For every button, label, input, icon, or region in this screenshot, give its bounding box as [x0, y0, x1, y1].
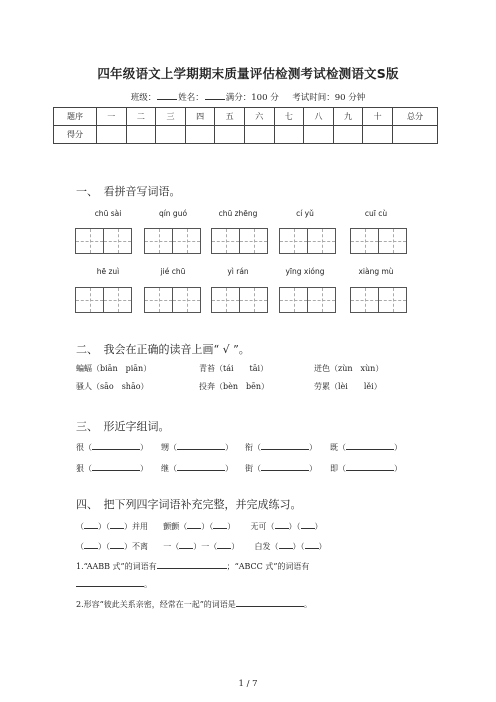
close-paren: ） — [140, 443, 148, 452]
word-char: 既（ — [330, 443, 346, 452]
word-item — [245, 441, 317, 453]
question-text: ；“ABCC 式”的词语有 — [226, 562, 310, 571]
name-label: 姓名： — [178, 93, 204, 103]
idiom-text: 无可（ — [250, 522, 275, 531]
score-header-cell: 一 — [97, 108, 127, 126]
idiom-row — [76, 540, 327, 552]
close-paren: ） — [394, 464, 402, 473]
question-text: 1.“AABB 式”的词语有 — [76, 562, 157, 571]
answer-blank[interactable] — [213, 520, 227, 529]
score-row — [54, 126, 438, 144]
page-title: 四年级语文上学期期末质量评估检测考试检测语文S版 — [97, 66, 399, 81]
full-score: 满分：100 分 — [225, 93, 279, 103]
answer-blank[interactable] — [177, 441, 225, 450]
score-header-cell: 题序 — [54, 108, 97, 126]
page-number: 1 / 7 — [238, 679, 258, 689]
score-cell[interactable] — [156, 126, 186, 144]
answer-blank[interactable] — [84, 540, 98, 549]
word-char: 狠（ — [76, 464, 92, 473]
answer-blank[interactable] — [301, 520, 315, 529]
section1-heading: 一、 看拼音写词语。 — [76, 185, 181, 198]
score-cell[interactable] — [393, 126, 438, 144]
paren: ） — [318, 542, 327, 551]
score-cell[interactable] — [333, 126, 363, 144]
score-header-cell: 六 — [244, 108, 274, 126]
reading-item[interactable]: 投奔（bèn bēn） — [199, 382, 270, 391]
writing-grid[interactable] — [144, 228, 201, 254]
paren: ） — [231, 542, 240, 551]
word-char: 街（ — [245, 464, 261, 473]
reading-item[interactable]: 骚人（sāo shāo） — [76, 382, 149, 391]
paren: ）（ — [98, 542, 110, 551]
score-cell[interactable] — [304, 126, 334, 144]
score-header-cell: 二 — [126, 108, 156, 126]
class-blank[interactable] — [157, 90, 177, 100]
close-paren: ） — [394, 443, 402, 452]
name-blank[interactable] — [205, 90, 225, 100]
question-1 — [76, 560, 309, 572]
pinyin-label: yì rán — [227, 267, 249, 276]
answer-blank[interactable] — [346, 441, 394, 450]
question-text: 。 — [144, 580, 152, 589]
question-text: 。 — [303, 600, 312, 609]
score-cell[interactable] — [215, 126, 245, 144]
question-1-cont — [76, 578, 152, 590]
paren: ） — [227, 522, 236, 531]
idiom-text: ）不离 — [124, 542, 148, 551]
answer-blank[interactable] — [261, 462, 309, 471]
pinyin-label: hē zuì — [96, 267, 120, 276]
answer-blank[interactable] — [157, 560, 227, 569]
answer-blank[interactable] — [261, 441, 309, 450]
idiom-text: 白发（ — [254, 542, 279, 551]
score-header-cell: 总分 — [393, 108, 438, 126]
answer-blank[interactable] — [110, 540, 124, 549]
section4-heading: 四、 把下列四字词语补充完整，并完成练习。 — [76, 498, 302, 511]
word-item — [76, 441, 148, 453]
close-paren: ） — [309, 443, 317, 452]
answer-blank[interactable] — [92, 462, 140, 471]
answer-blank[interactable] — [76, 578, 144, 587]
reading-item[interactable]: 迸色（zùn xùn） — [314, 364, 384, 373]
answer-blank[interactable] — [279, 540, 293, 549]
word-item — [330, 441, 402, 453]
word-char: 即（ — [330, 464, 346, 473]
answer-blank[interactable] — [236, 598, 304, 607]
word-item — [161, 462, 233, 474]
score-header-cell: 七 — [274, 108, 304, 126]
paren: ）（ — [98, 522, 110, 531]
close-paren: ） — [309, 464, 317, 473]
idiom-text: ）一（ — [193, 542, 218, 551]
word-item — [161, 441, 233, 453]
idiom-row — [76, 520, 323, 532]
score-row-label: 得分 — [54, 126, 97, 144]
writing-grid[interactable] — [75, 228, 132, 254]
exam-info — [0, 90, 496, 103]
score-cell[interactable] — [185, 126, 215, 144]
answer-blank[interactable] — [179, 540, 193, 549]
answer-blank[interactable] — [346, 462, 394, 471]
answer-blank[interactable] — [84, 520, 98, 529]
close-paren: ） — [140, 464, 148, 473]
paren: ）（ — [288, 522, 301, 531]
writing-grid[interactable] — [211, 228, 268, 254]
pinyin-label: jié chū — [160, 267, 186, 276]
pinyin-label: cí yǔ — [296, 209, 314, 218]
word-char: 衔（ — [245, 443, 261, 452]
writing-grid[interactable] — [279, 228, 336, 254]
exam-time: 考试时间：90 分钟 — [292, 93, 366, 103]
writing-grid[interactable] — [75, 287, 132, 313]
score-header-cell: 三 — [156, 108, 186, 126]
close-paren: ） — [225, 443, 233, 452]
paren: ） — [314, 522, 323, 531]
pinyin-label: chū sài — [94, 209, 122, 218]
pinyin-label: qín guó — [158, 209, 188, 218]
idiom-text: 颤颤（ — [163, 522, 188, 531]
pinyin-label: yīng xióng — [285, 267, 325, 276]
pinyin-label: xiàng mù — [358, 267, 394, 276]
question-2 — [76, 598, 312, 610]
reading-item[interactable]: 劳累（lèi lěi） — [314, 382, 382, 391]
score-cell[interactable] — [97, 126, 127, 144]
score-cell[interactable] — [363, 126, 393, 144]
class-label: 班级： — [130, 93, 157, 103]
paren: （ — [76, 522, 84, 531]
paren: ）（ — [201, 522, 214, 531]
paren: ）（ — [292, 542, 305, 551]
score-cell[interactable] — [126, 126, 156, 144]
answer-blank[interactable] — [110, 520, 124, 529]
score-header-cell: 八 — [304, 108, 334, 126]
answer-blank[interactable] — [217, 540, 231, 549]
score-cell[interactable] — [244, 126, 274, 144]
reading-item[interactable]: 蝙蝠（biān piān） — [76, 364, 152, 373]
writing-grid[interactable] — [279, 287, 336, 313]
pinyin-label: chū zhēng — [218, 209, 258, 218]
word-char: 很（ — [76, 443, 92, 452]
word-char: 甥（ — [161, 443, 177, 452]
score-cell[interactable] — [274, 126, 304, 144]
close-paren: ） — [225, 464, 233, 473]
writing-grid[interactable] — [211, 287, 268, 313]
writing-grid[interactable] — [144, 287, 201, 313]
word-char: 继（ — [161, 464, 177, 473]
word-item — [76, 462, 148, 474]
section2-heading: 二、 我会在正确的读音上画“ √ ”。 — [76, 343, 250, 356]
score-header-cell: 四 — [185, 108, 215, 126]
section3-heading: 三、 形近字组词。 — [76, 420, 170, 433]
score-header-cell: 九 — [333, 108, 363, 126]
paren: （ — [76, 542, 84, 551]
score-header-cell: 五 — [215, 108, 245, 126]
score-header-cell: 十 — [363, 108, 393, 126]
answer-blank[interactable] — [177, 462, 225, 471]
idiom-text: ）并用 — [124, 522, 148, 531]
answer-blank[interactable] — [275, 520, 289, 529]
idiom-text: 一（ — [163, 542, 180, 551]
score-table — [53, 107, 438, 144]
answer-blank[interactable] — [92, 441, 140, 450]
answer-blank[interactable] — [187, 520, 201, 529]
score-header-row — [54, 108, 438, 126]
word-item — [330, 462, 402, 474]
word-item — [245, 462, 317, 474]
writing-grid[interactable] — [350, 228, 407, 254]
writing-grid[interactable] — [350, 287, 407, 313]
question-text: 2.形容“彼此关系亲密，经常在一起”的词语是 — [76, 600, 236, 609]
reading-item[interactable]: 青苔（tái tāi） — [199, 364, 269, 373]
pinyin-label: cuī cù — [364, 209, 388, 218]
answer-blank[interactable] — [305, 540, 319, 549]
